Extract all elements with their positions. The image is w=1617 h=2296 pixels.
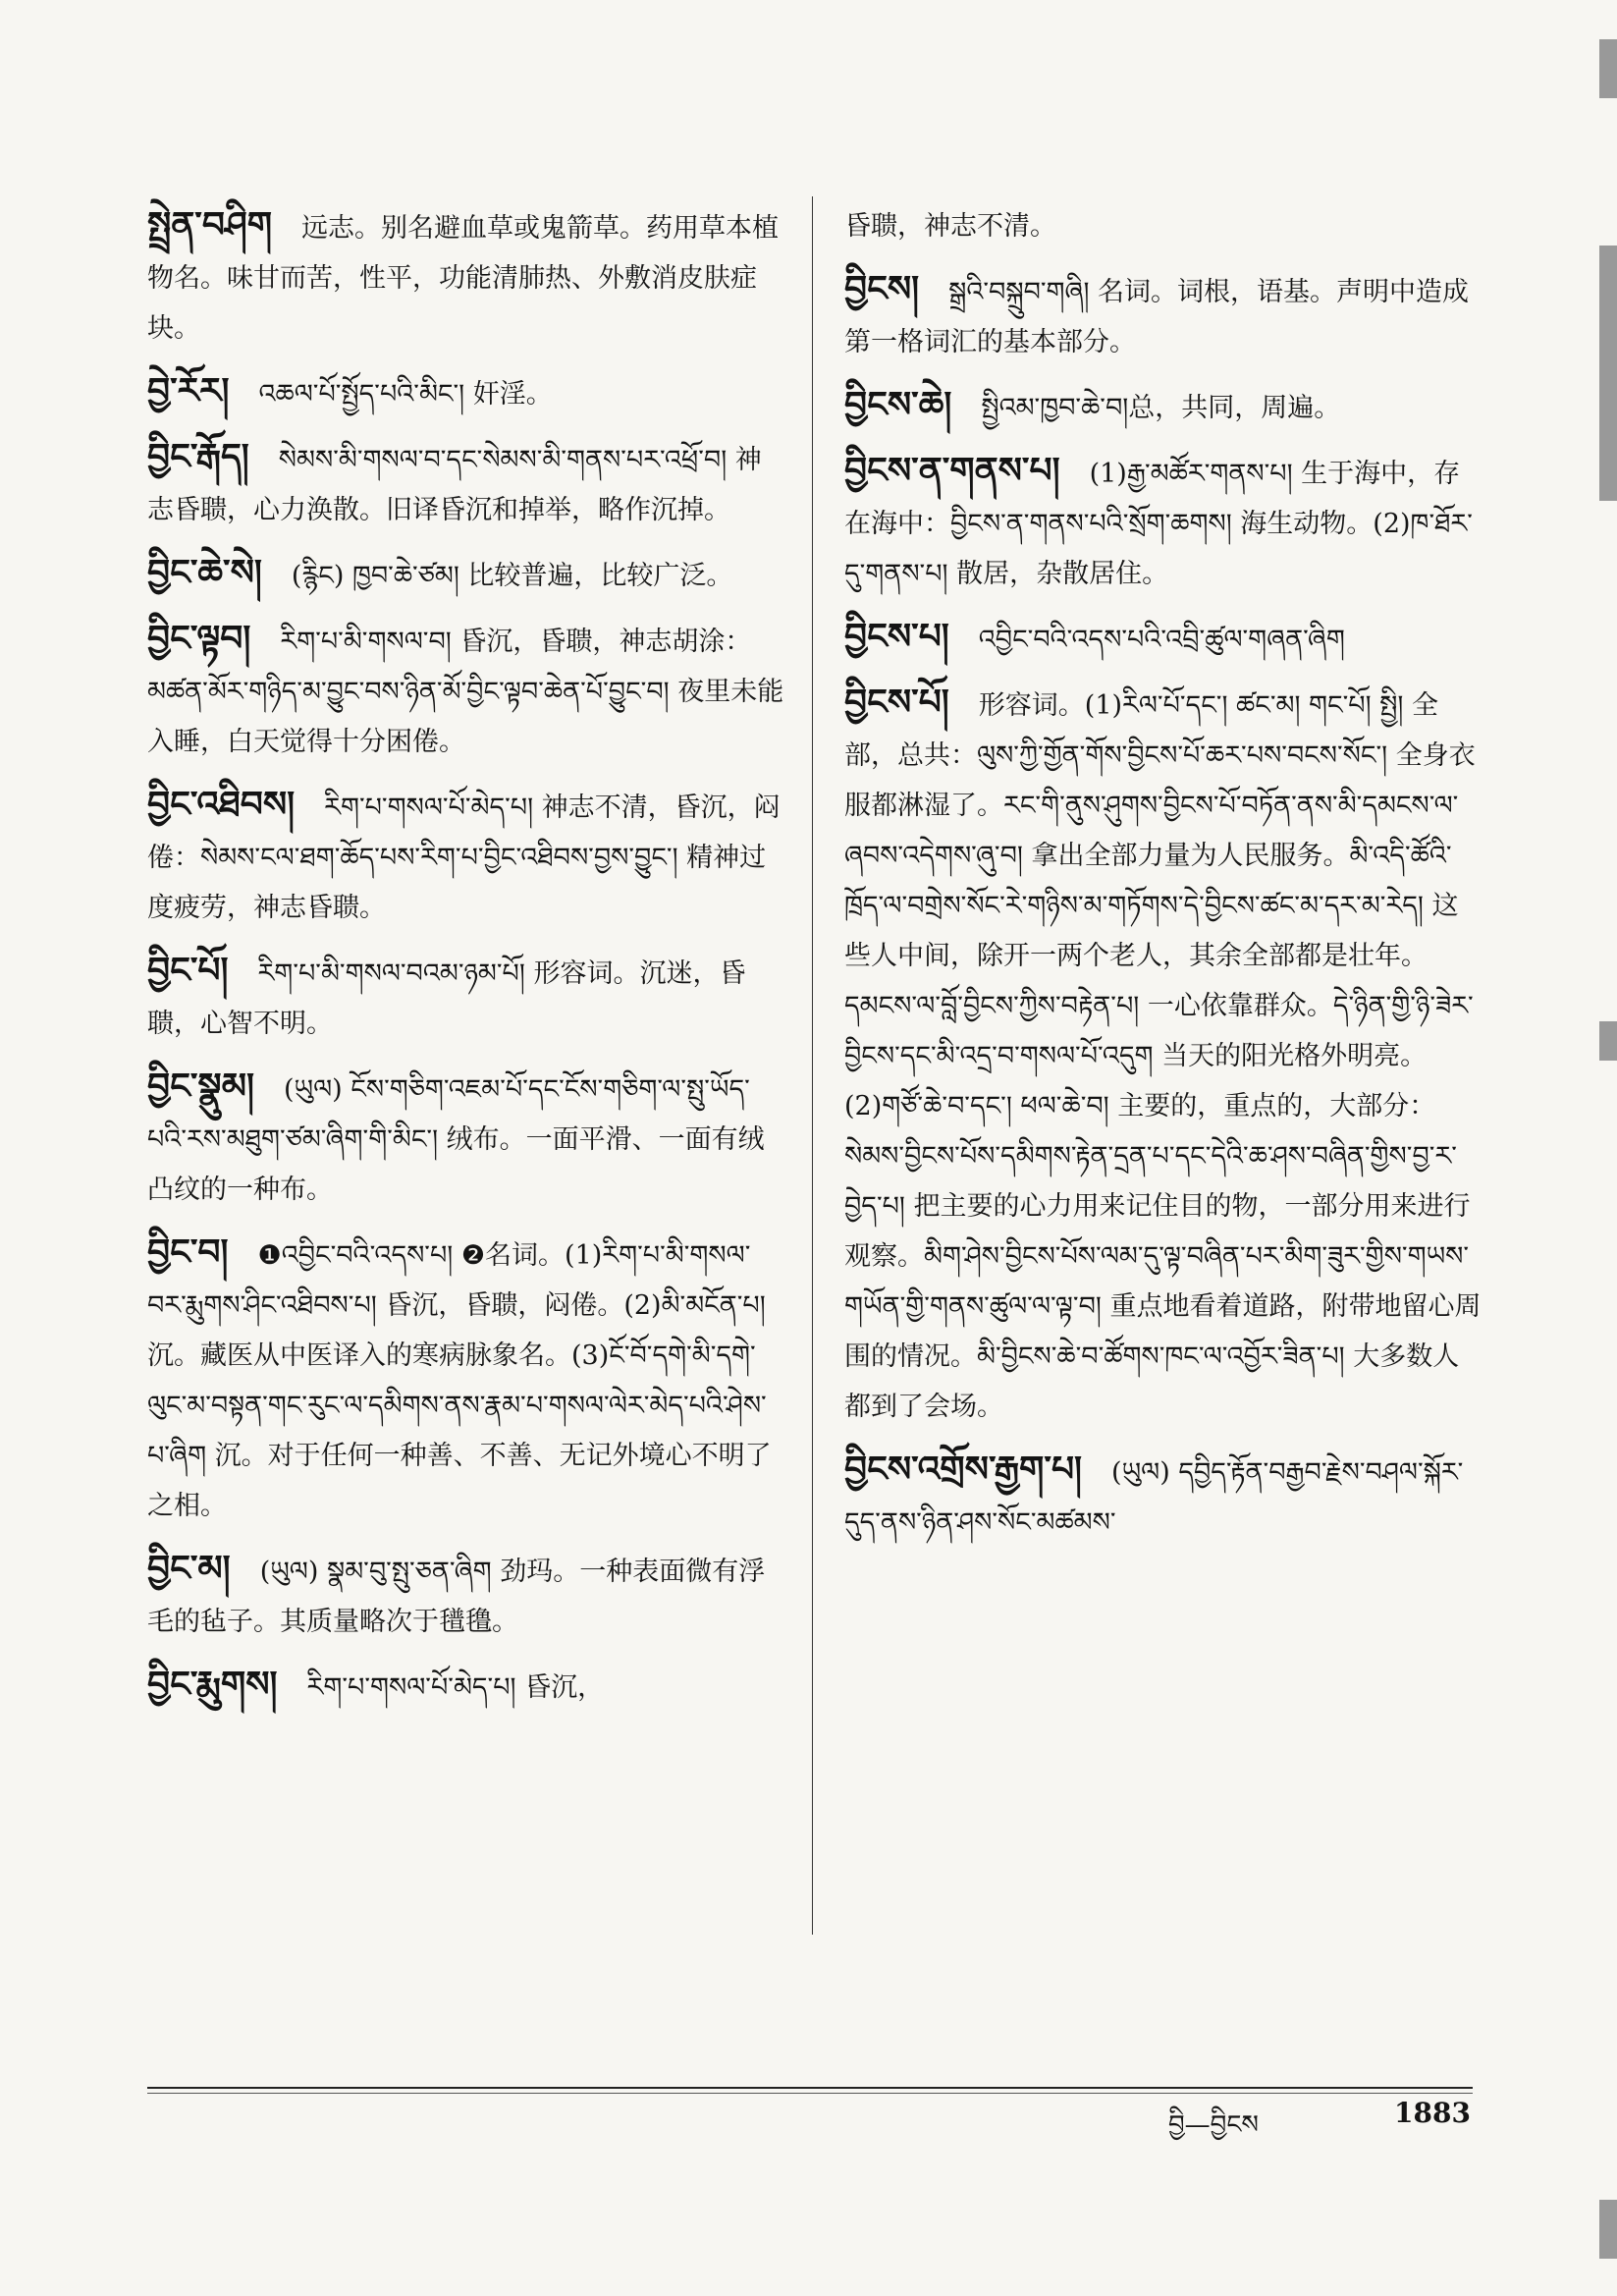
entry-definition: 远志。别名避血草或鬼箭草。药用草本植物名。味甘而苦，性平，功能清肺热、外敷消皮肤症块。 — [147, 213, 780, 344]
entry-definition: (ཡུལ) སྣམ་བུ་སྤུ་ཅན་ཞིག 劲玛。一种表面微有浮毛的毡子。其质量略次于氆氇。 — [147, 1557, 766, 1637]
entry-headword: བྱིངས་ན་གནས་པ། — [844, 451, 1060, 491]
entry-headword: བྱིང་བ། — [147, 1232, 229, 1273]
dictionary-entry — [147, 615, 785, 767]
entry-definition: འབྱིང་བའི་འདས་པའི་འབྲི་ཚུལ་གཞན་ཞིག — [978, 625, 1345, 655]
scan-edge-mark — [1599, 1021, 1617, 1061]
entry-definition: 形容词。(1)རིལ་པོ་དང་། ཚང་མ། གང་པོ། སྤྱི། 全部，总共：ལུས་ཀྱི་གྱོན་གོས་བྱིངས་པོ་ཆར་པས་བངས་སོང་། 全身衣服都淋湿了。རང་གི་ནུས་ཤུགས་བྱིངས་པོ་བཏོན་ནས་མི་དམངས་ལ་ཞབས་འདེགས་ཞུ་བ། 拿出全部力量为人民服务。མི་འདི་ཚོའི་ཁྲོད་ལ་བགྲེས་སོང་རེ་གཉིས་མ་གཏོགས་དེ་བྱིངས་ཚང་མ་དར་མ་རེད། 这些人中间，除开一两个老人，其余全部都是壮年。དམངས་ལ་བློ་བྱིངས་ཀྱིས་བརྟེན་པ། 一心依靠群众。དེ་ཉིན་གྱི་ཉི་ཟེར་བྱིངས་དང་མི་འདྲ་བ་གསལ་པོ་འདུག 当天的阳光格外明亮。(2)གཙོ་ཆེ་བ་དང་། ཕལ་ཆེ་བ། 主要的，重点的，大部分：སེམས་བྱིངས་པོས་དམིགས་རྟེན་དྲན་པ་དང་དེའི་ཆ་ཤས་བཞིན་གྱིས་བྱ་ར་བྱེད་པ། 把主要的心力用来记住目的物，一部分用来进行观察。མིག་ཤེས་བྱིངས་པོས་ལམ་དུ་ལྟ་བཞིན་པར་མིག་ཟུར་གྱིས་གཡས་གཡོན་གྱི་གནས་ཚུལ་ལ་ལྟ་བ། 重点地看着道路，附带地留心周围的情况。མི་བྱིངས་ཆེ་བ་ཚོགས་ཁང་ལ་འབྱོར་ཟིན་པ། 大多数人都到了会场。 — [844, 690, 1482, 1422]
entry-definition: འཆལ་པོ་སྤྱོད་པའི་མིང་། 奸淫。 — [258, 379, 553, 410]
entry-definition: 昏聩，神志不清。 — [844, 211, 1056, 242]
scan-edge-mark — [1599, 246, 1617, 501]
dictionary-entry — [147, 1229, 785, 1531]
entry-headword: བྱིངས། — [844, 269, 920, 309]
right-column — [844, 201, 1482, 1561]
page-number: 1883 — [1394, 2097, 1471, 2129]
dictionary-entry — [147, 1063, 785, 1215]
dictionary-entry — [844, 613, 1482, 665]
entry-headword: བྱིང་སྣུམ། — [147, 1066, 254, 1107]
left-column — [147, 201, 785, 1726]
dictionary-entry — [147, 367, 785, 419]
entry-headword: བྱིང་འཐིབས། — [147, 785, 296, 825]
dictionary-entry — [844, 1446, 1482, 1548]
dictionary-entry — [147, 1545, 785, 1647]
footer-rule — [147, 2087, 1473, 2089]
dictionary-entry — [147, 947, 785, 1049]
dictionary-entry — [844, 265, 1482, 367]
entry-headword: བྱིང་ཆེ་སེ། — [147, 553, 262, 593]
entry-headword: བྱིང་མ། — [147, 1549, 231, 1589]
entry-definition: སྤྱིའམ་ཁྱབ་ཆེ་བ།总，共同，周遍。 — [981, 393, 1341, 423]
dictionary-entry — [147, 433, 785, 535]
entry-headword: བྱིང་རྨུགས། — [147, 1665, 278, 1705]
dictionary-entry — [844, 679, 1482, 1432]
scan-edge-mark — [1599, 39, 1617, 98]
entry-headword: བྱིངས་པོ། — [844, 683, 949, 723]
dictionary-entry — [147, 549, 785, 601]
entry-definition: (ཡུལ) ངོས་གཅིག་འཇམ་པོ་དང་ངོས་གཅིག་ལ་སྤུ་ཡོད་པའི་རས་མཐུག་ཙམ་ཞིག་གི་མིང་། 绒布。一面平滑、一面有绒凸纹的一种布。 — [147, 1074, 765, 1205]
entry-definition: སྒྲའི་བསྐྲུབ་གཞི། 名词。词根，语基。声明中造成第一格词汇的基本部分。 — [844, 277, 1470, 357]
entry-definition: རིག་པ་མི་གསལ་བའམ་ཉམ་པོ། 形容词。沉迷，昏聩，心智不明。 — [147, 958, 746, 1039]
dictionary-entry — [147, 781, 785, 933]
entry-definition: རིག་པ་མི་གསལ་བ། 昏沉，昏聩，神志胡涂：མཚན་མོར་གཉིད་མ་བྱུང་བས་ཉིན་མོ་བྱིང་ལྟབ་ཆེན་པོ་བྱུང་བ། 夜里未能入睡，白天觉得十分困倦。 — [147, 627, 784, 757]
entry-definition: སེམས་མི་གསལ་བ་དང་སེམས་མི་གནས་པར་འཕྲོ་བ། 神志昏聩，心力涣散。旧译昏沉和掉举，略作沉掉。 — [147, 445, 762, 525]
entry-definition: ❶འབྱིང་བའི་འདས་པ། ❷名词。(1)རིག་པ་མི་གསལ་བར་རྨུགས་ཤིང་འཐིབས་པ། 昏沉，昏聩，闷倦。(2)མི་མངོན་པ། 沉。藏医从中医译入的寒病脉象名。(3)ངོ་བོ་དགེ་མི་དགེ་ལུང་མ་བསྟན་གང་རུང་ལ་དམིགས་ནས་རྣམ་པ་གསལ་ལེར་མེད་པའི་ཤེས་པ་ཞིག 沉。对于任何一种善、不善、无记外境心不明了之相。 — [147, 1240, 772, 1521]
scan-edge-mark — [1599, 2200, 1617, 2259]
entry-headword: བྱིངས་འགྲོས་རྒྱག་པ། — [844, 1449, 1083, 1490]
dictionary-entry — [844, 201, 1482, 251]
entry-definition: (1)རྒྱ་མཚོར་གནས་པ། 生于海中，存在海中：བྱིངས་ན་གནས་པའི་སྲོག་ཆགས། 海生动物。(2)ཁ་ཐོར་དུ་གནས་པ། 散居，杂散居住。 — [844, 459, 1473, 589]
entry-headword: བྱིངས་ཆེ། — [844, 385, 952, 425]
dictionary-entry — [844, 447, 1482, 599]
dictionary-entry — [147, 1661, 785, 1713]
running-head: བྱི—བྱིངས — [1168, 2110, 1259, 2140]
dictionary-entry — [147, 201, 785, 354]
entry-headword: བྱེ་རོར། — [147, 371, 230, 411]
entry-definition: རིག་པ་གསལ་པོ་མེད་པ། 神志不清，昏沉，闷倦：སེམས་ངལ་ཐག་ཆོད་པས་རིག་པ་བྱིང་འཐིབས་བྱས་བྱུང་། 精神过度疲劳，神志昏聩。 — [147, 793, 781, 923]
entry-definition: (ཡུལ) དབྱིད་རྟོན་བརྒྱབ་རྗེས་བཤལ་སྐོར་དུད་ནས་ཉིན་ཤས་སོང་མཚམས་ — [844, 1457, 1464, 1538]
column-divider — [812, 196, 813, 1935]
entry-headword: བྱིང་རྒོད། — [147, 437, 249, 477]
entry-headword: སྤྲེན་བཤིག — [147, 205, 273, 246]
footer-rule-thin — [147, 2093, 1473, 2094]
entry-definition: རིག་པ་གསལ་པོ་མེད་པ། 昏沉， — [306, 1672, 605, 1703]
entry-definition: (རྙིང) ཁྱབ་ཆེ་ཙམ། 比较普遍，比较广泛。 — [291, 561, 733, 591]
entry-headword: བྱིང་པོ། — [147, 951, 229, 991]
entry-headword: བྱིང་ལྟབ། — [147, 619, 251, 659]
dictionary-entry — [844, 381, 1482, 433]
entry-headword: བྱིངས་པ། — [844, 617, 949, 657]
